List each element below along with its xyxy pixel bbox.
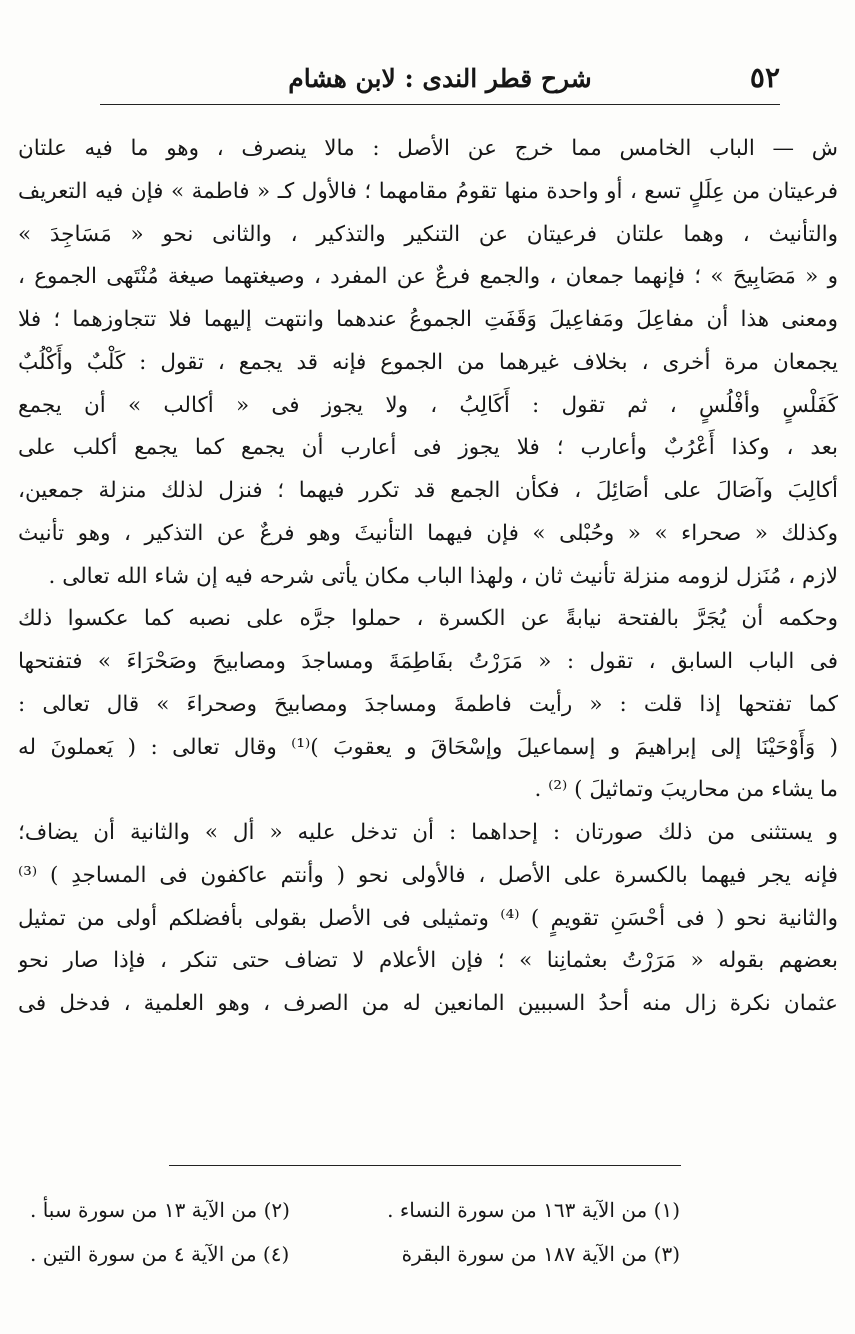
body-line: بعضهم بقوله « مَرَرْتُ بعثمانِنا » ؛ فإن الأعلام لا تضاف حتى تنكر ، فإذا صار نحو [18, 948, 838, 974]
footnote-divider [169, 1165, 681, 1166]
body-text [18, 128, 838, 1026]
footnote-1: (١) من الآية ١٦٣ من سورة النساء . [387, 1198, 680, 1222]
body-line: وكذلك « صحراء » « وحُبْلى » فإن فيهما التأنيثَ وهو فرعٌ عن التذكير ، وهو تأنيث [18, 520, 838, 546]
body-line: ش — الباب الخامس مما خرج عن الأصل : مالا ينصرف ، وهو ما فيه علتان [18, 136, 838, 161]
body-line: كما تفتحها إذا قلت : « رأيت فاطمةَ ومساجدَ ومصابيحَ وصحراءَ » قال تعالى : [18, 691, 838, 717]
body-line: لازم ، مُنَزل لزومه منزلة تأنيث ثان ، ولهذا الباب مكان يأتى شرحه فيه إن شاء الله تعالى . [48, 563, 838, 589]
body-line: ومعنى هذا أن مفاعِلَ ومَفاعِيلَ وَقَفَتِ الجموعُ عندهما وانتهت إليهما فلا تتجاوزهما ؛ فلا [18, 307, 838, 332]
body-line: يجمعان مرة أخرى ، بخلاف غيرهما من الجموع فإنه قد يجمع ، تقول : كَلْبٌ وأَكْلُبٌ [18, 349, 838, 375]
body-line: ما يشاء من محاريبَ وتماثيلَ ) ⁽²⁾ . [534, 777, 838, 803]
footnote-2: (٢) من الآية ١٣ من سورة سبأ . [30, 1198, 290, 1222]
body-line: فى الباب السابق ، تقول : « مَرَرْتُ بفَاطِمَةَ ومساجدَ ومصابيحَ وصَحْرَاءَ » فتفتحها [18, 649, 838, 674]
body-line: فرعيتان من عِلَلٍ تسع ، أو واحدة منها تقومُ مقامهما ؛ فالأول كـ « فاطمة » فإن فيه التعريف [18, 178, 838, 204]
body-line: فإنه يجر فيهما بالكسرة على الأصل ، فالأولى نحو ( وأنتم عاكفون فى المساجدِ ) ⁽³⁾ [18, 862, 838, 888]
running-title: شرح قطر الندى : لابن هشام [288, 64, 592, 93]
footnote-4: (٤) من الآية ٤ من سورة التين . [30, 1242, 290, 1266]
body-line: عثمان نكرة زال منه أحدُ السببين المانعين له من الصرف ، وهو العلمية ، فدخل فى [18, 991, 838, 1016]
footnote-row [30, 1232, 680, 1276]
body-line: أكالِبَ وآصَالَ على أصَائِلَ ، فكأن الجمع قد تكرر فيهما ؛ فنزل لذلك منزلة جمعين، [18, 478, 838, 503]
footnote-3: (٣) من الآية ١٨٧ من سورة البقرة [401, 1242, 680, 1266]
page-header [100, 58, 780, 105]
body-line: و يستثنى من ذلك صورتان : إحداهما : أن تدخل عليه « أل » والثانية أن يضاف؛ [18, 820, 838, 845]
body-line: بعد ، وكذا أَعْرُبٌ وأعارب ؛ فلا يجوز فى أعارب أن يجمع كما يجمع أكلب على [18, 435, 838, 461]
footnote-row [30, 1188, 680, 1232]
body-line: ( وَأَوْحَيْنَا إلى إبراهيمَ و إسماعيلَ وإسْحَاقَ و يعقوبَ )⁽¹⁾ وقال تعالى : ( يَعملونَ له [18, 734, 838, 760]
body-line: وحكمه أن يُجَرَّ بالفتحة نيابةً عن الكسرة ، حملوا جرَّه على نصبه كما عكسوا ذلك [18, 606, 838, 632]
footnotes [30, 1188, 680, 1276]
page-number: ٥٢ [749, 61, 780, 94]
body-line: والتأنيث ، وهما علتان فرعيتان عن التنكير والتذكير ، والثانى نحو « مَسَاجِدَ » [18, 221, 838, 247]
body-line: كَفَلْسٍ وأفْلُسٍ ، ثم تقول : أَكَالِبُ ، ولا يجوز فى « أكالب » أن يجمع [18, 392, 838, 418]
body-line: و « مَصَابِيحَ » ؛ فإنهما جمعان ، والجمع فرعٌ عن المفرد ، وصيغتهما صيغة مُنْتَهى الجموع ، [18, 264, 838, 290]
body-line: والثانية نحو ( فى أحْسَنِ تقويمٍ ) ⁽⁴⁾ وتمثيلى فى الأصل بقولى بأفضلكم أولى من تمثيل [18, 905, 838, 931]
